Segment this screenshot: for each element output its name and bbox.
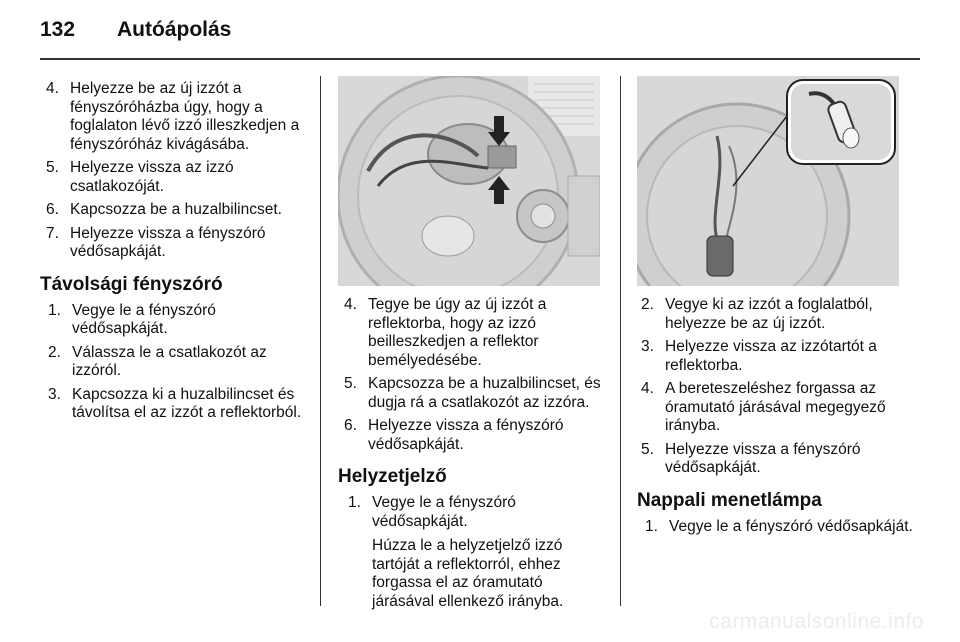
- column-3: [637, 76, 913, 541]
- list-item: 3. Kapcsozza ki a huzalbilincset és távolítsa el az izzót a reflektorból.: [48, 385, 302, 421]
- list-item: 2. Válassza le a csatlakozót az izzóról.: [48, 343, 267, 379]
- list-item: 5. Helyezze vissza az izzó csatlakozóját.: [46, 159, 234, 195]
- step-text: Vegye ki az izzót a foglalatból, helyezze be az új izzót.: [665, 296, 873, 332]
- section-heading-parking-light: Helyzetjelző: [338, 466, 447, 487]
- step-text: Vegye le a fényszóró védősapkáját.: [372, 494, 516, 530]
- step-text: Helyezze be az új izzót a fényszóróházba úgy, hogy a foglalaton lévő izzó illeszkedjen a fényszóróház kivágásába.: [70, 80, 300, 153]
- step-text: Kapcsozza be a huzalbilincset, és dugja rá a csatlakozót az izzóra.: [368, 375, 601, 411]
- list-item: 5. Helyezze vissza a fényszóró védősapkáját.: [641, 440, 861, 476]
- headlamp-bulb-illustration: [338, 76, 600, 286]
- step-text: Helyezze vissza a fényszóró védősapkáját.: [368, 417, 564, 453]
- parking-light-bulb-photo: [637, 76, 899, 286]
- list-item: 1. Vegye le a fényszóró védősapkáját. Húzza le a helyzetjelző izzó tartóját a reflektorról, ehhez forgassa el az óramutató járásával ellenkező irányba.: [348, 494, 608, 611]
- step-text: Helyezze vissza a fényszóró védősapkáját.: [70, 224, 266, 260]
- step-text: Kapcsozza be a huzalbilincset.: [70, 201, 282, 218]
- step-paragraph: Húzza le a helyzetjelző izzó tartóját a reflektorról, ehhez forgassa el az óramutató járásával ellenkező irányba.: [372, 537, 564, 610]
- list-item: 5. Kapcsozza be a huzalbilincset, és dugja rá a csatlakozót az izzóra.: [344, 375, 601, 411]
- headlamp-bulb-photo: [338, 76, 600, 286]
- list-item: 2. Vegye ki az izzót a foglalatból, helyezze be az új izzót.: [641, 296, 873, 332]
- steps-list-parking-light-cont: [637, 296, 913, 478]
- steps-list-high-beam: [40, 302, 312, 423]
- parking-light-illustration: [637, 76, 899, 286]
- column-divider-2: [620, 76, 621, 606]
- list-item: 6. Helyezze vissza a fényszóró védősapkáját.: [344, 417, 564, 453]
- page-title: Autóápolás: [117, 18, 232, 41]
- step-text: Helyezze vissza az izzótartót a reflektorba.: [665, 338, 877, 374]
- step-text: Helyezze vissza az izzó csatlakozóját.: [70, 159, 234, 195]
- steps-list-high-beam-cont: [338, 296, 608, 454]
- step-text: Vegye le a fényszóró védősapkáját.: [72, 301, 216, 337]
- column-1: [40, 80, 312, 428]
- step-text: Helyezze vissza a fényszóró védősapkáját.: [665, 440, 861, 476]
- steps-list-headlamp-end: [40, 80, 312, 262]
- column-divider-1: [320, 76, 321, 606]
- list-item: 3. Helyezze vissza az izzótartót a reflektorba.: [641, 338, 877, 374]
- step-text: Kapcsozza ki a huzalbilincset és távolítsa el az izzót a reflektorból.: [72, 385, 302, 421]
- step-text: A bereteszeléshez forgassa az óramutató járásával megegyező irányba.: [665, 380, 886, 434]
- steps-list-daytime-running-light: [637, 518, 913, 537]
- list-item: 1. Vegye le a fényszóró védősapkáját.: [645, 517, 913, 535]
- list-item: 4. Tegye be úgy az új izzót a reflektorba, hogy az izzó beilleszkedjen a reflektor bemélyedésébe.: [344, 296, 547, 369]
- steps-list-parking-light: [338, 494, 608, 611]
- header-divider: [40, 58, 920, 60]
- page-header: [40, 14, 920, 46]
- list-item: 7. Helyezze vissza a fényszóró védősapkáját.: [46, 224, 266, 260]
- list-item: 6. Kapcsozza be a huzalbilincset.: [46, 201, 282, 218]
- page-number: 132: [40, 18, 76, 41]
- step-text: Tegye be úgy az új izzót a reflektorba, hogy az izzó beilleszkedjen a reflektor bemélyedésébe.: [368, 296, 547, 369]
- section-heading-high-beam: Távolsági fényszóró: [40, 273, 223, 295]
- section-heading-daytime-running-light: Nappali menetlámpa: [637, 489, 822, 511]
- step-text: Vegye le a fényszóró védősapkáját.: [669, 517, 913, 535]
- list-item: 1. Vegye le a fényszóró védősapkáját.: [48, 301, 216, 337]
- list-item: 4. A bereteszeléshez forgassa az óramutató járásával megegyező irányba.: [641, 380, 886, 434]
- column-2: [338, 76, 608, 616]
- watermark: carmanualsonline.info: [709, 610, 924, 633]
- list-item: 4. Helyezze be az új izzót a fényszóróházba úgy, hogy a foglalaton lévő izzó illeszkedjen a fényszóróház kivágásába.: [46, 80, 300, 153]
- step-text: Válassza le a csatlakozót az izzóról.: [72, 343, 267, 379]
